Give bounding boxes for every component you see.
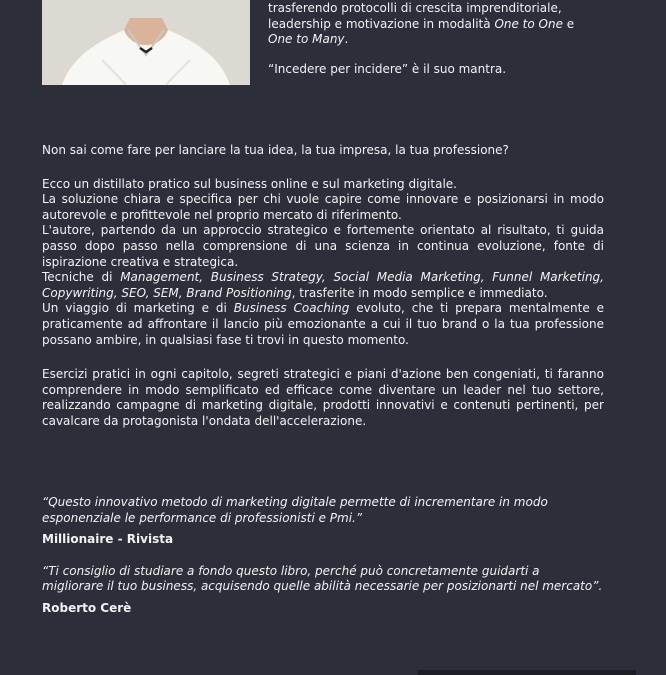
author-bio [268, 0, 610, 77]
paragraph-6: Esercizi pratici in ogni capitolo, segreti strategici e piani d'azione ben congeniati, ti faranno comprendere in modo semplificato ed efficace come diventare un leader nel tuo settore, realizzando campagne di marketing digitale, prodotti innovativi e contenuti pertinenti, per cavalcare da protagonista l'ondata dell'accelerazione. [42, 367, 604, 428]
bio-line-1: trasferendo protocolli di crescita imprenditoriale, [268, 1, 562, 15]
paragraph-5: Un viaggio di marketing e di Business Coaching evoluto, che ti prepara mentalmente e praticamente ad affrontare il lancio più emozionante a cui il tuo brand o la tua professione possano ambire, in qualsiasi fase ti trovi in questo momento. [42, 301, 604, 347]
lead-question: Non sai come fare per lanciare la tua idea, la tua impresa, la tua professione? [42, 143, 509, 157]
bottom-divider [418, 670, 636, 675]
bio-line-3: One to Many. [268, 32, 349, 46]
bio-line-2: leadership e motivazione in modalità One to One e [268, 16, 575, 31]
testimonial-quote: “Questo innovativo metodo di marketing digitale permette di incrementare in modo esponenziale le performance di professionisti e Pmi.” [42, 495, 548, 525]
main-description [42, 143, 604, 430]
paragraph-3: L'autore, partendo da un approccio strategico e fortemente orientato al risultato, ti guida passo dopo passo nella comprensione di una scienza in continua evoluzione, fonte di ispirazione creativa e strategica. [42, 223, 604, 269]
author-photo-illustration [42, 0, 250, 85]
testimonial-author: Roberto Cerè [42, 600, 132, 615]
testimonial-quote: “Ti consiglio di studiare a fondo questo libro, perché può concretamente guidarti a migliorare il tuo business, acquisendo quelle abilità necessarie per posizionarti nel mercato”. [42, 563, 603, 594]
bio-mantra: “Incedere per incidere” è il suo mantra. [268, 61, 507, 76]
paragraph-4: Tecniche di Management, Business Strategy, Social Media Marketing, Funnel Marketing, Copywriting, SEO, SEM, Brand Positioning, trasferite in modo semplice e immediato. [42, 270, 604, 300]
author-photo [42, 0, 250, 85]
testimonials [42, 495, 604, 633]
testimonial-author: Millionaire - Rivista [42, 532, 174, 547]
paragraph-2: La soluzione chiara e specifica per chi vuole capire come innovare e posizionarsi in modo autorevole e profittevole nel proprio mercato di riferimento. [42, 192, 604, 222]
paragraph-1: Ecco un distillato pratico sul business online e sul marketing digitale. [42, 176, 457, 191]
